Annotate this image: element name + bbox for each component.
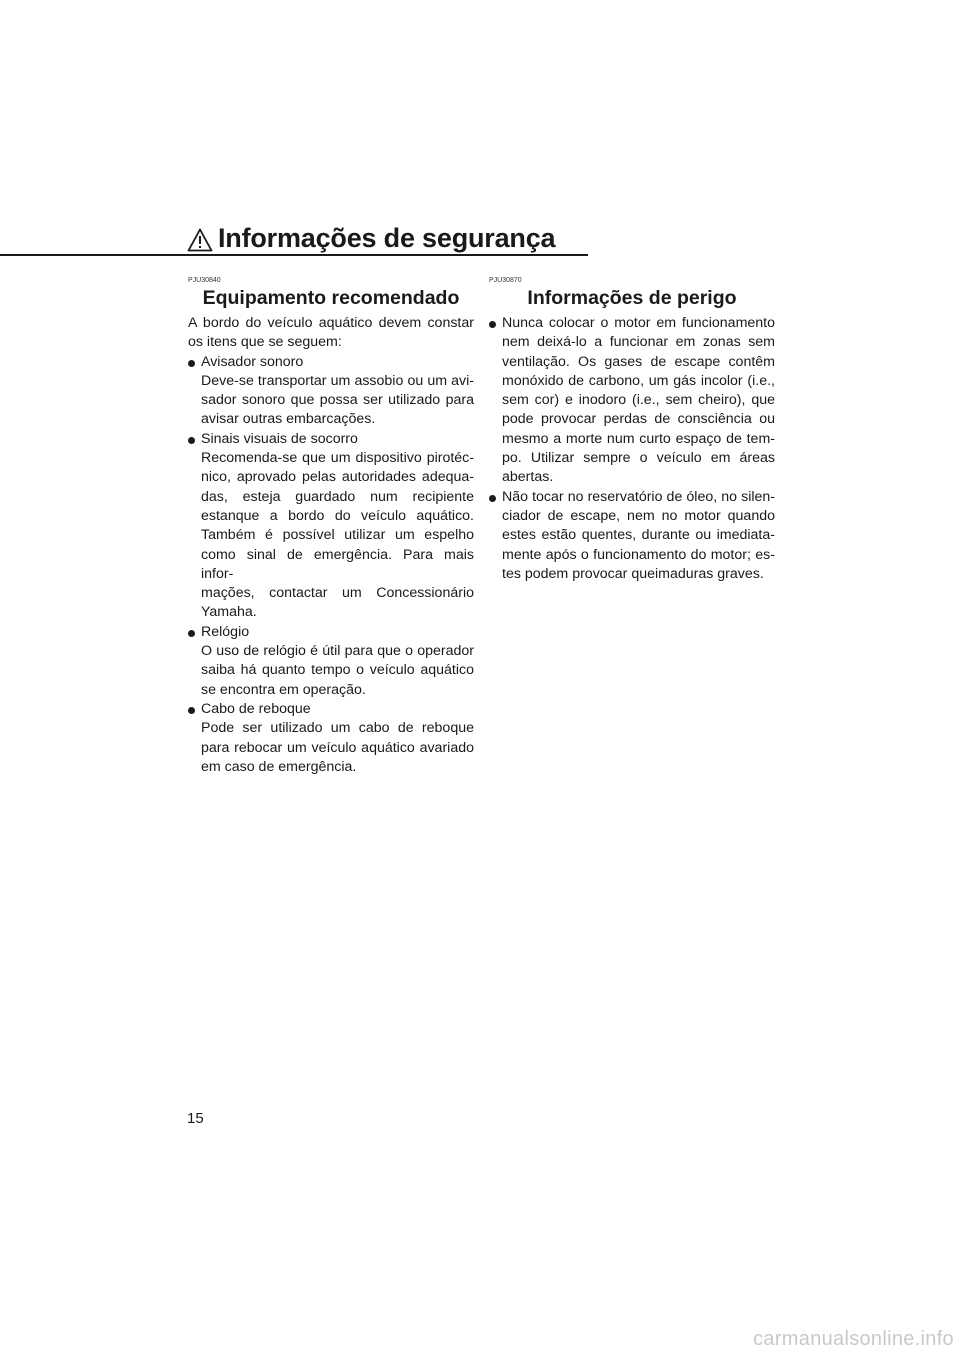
list-item	[489, 488, 775, 584]
section-recommended-equipment	[188, 276, 474, 777]
page-title: Informações de segurança	[218, 223, 556, 253]
bullet-icon	[489, 321, 496, 328]
list-item	[188, 700, 474, 777]
text-line: em caso de emergência.	[201, 758, 357, 775]
text-line: ventilação. Os gases de escape contêm	[502, 353, 775, 370]
text-line: monóxido de carbono, um gás incolor (i.e.,	[502, 372, 775, 389]
list-item	[188, 353, 474, 430]
text-line: abertas.	[502, 469, 554, 486]
text-line: saiba há quanto tempo o veículo aquático	[201, 662, 474, 679]
text-line: mente após o funcionamento do motor; es-	[502, 546, 775, 563]
text-line: estes estão quentes, durante ou imediata-	[502, 527, 775, 544]
text-line: Pode ser utilizado um cabo de reboque	[201, 720, 474, 737]
text-line: se encontra em operação.	[201, 681, 366, 698]
text-line: Nunca colocar o motor em funcionamento	[502, 315, 775, 331]
item-heading: Cabo de reboque	[201, 700, 311, 717]
bullet-icon	[188, 707, 195, 714]
item-heading: Sinais visuais de socorro	[201, 430, 358, 447]
text-line: O uso de relógio é útil para que o operador	[201, 643, 474, 660]
page-header	[186, 223, 774, 256]
bullet-icon	[489, 495, 496, 502]
text-line: po. Utilizar sempre o veículo em áreas	[502, 450, 775, 467]
item-heading: Avisador sonoro	[201, 353, 304, 370]
bullet-icon	[188, 437, 195, 444]
text-line: A bordo do veículo aquático devem constar	[188, 315, 474, 331]
bullet-icon	[188, 360, 195, 367]
bullet-icon	[188, 630, 195, 637]
text-line: Não tocar no reservatório de óleo, no silen-	[502, 488, 775, 505]
text-line: para rebocar um veículo aquático avariado	[201, 739, 474, 756]
text-line: Deve-se transportar um assobio ou um avi-	[201, 372, 474, 389]
section-code: PJU30870	[489, 277, 522, 284]
text-line: nico, aprovado pelas autoridades adequa-	[201, 469, 474, 486]
list-item	[188, 430, 474, 623]
text-line: estanque a bordo do veículo aquático.	[201, 507, 474, 524]
text-line: ciador de escape, nem no motor quando	[502, 507, 775, 524]
text-line: mações, contactar um Concessionário	[201, 585, 474, 602]
text-line: Recomenda-se que um dispositivo pirotéc-	[201, 450, 474, 467]
text-line: Também é possível utilizar um espelho	[201, 527, 474, 544]
header-divider	[0, 254, 588, 256]
text-line: tes podem provocar queimaduras graves.	[502, 565, 764, 582]
text-line: Yamaha.	[201, 604, 257, 621]
page-number: 15	[187, 1110, 204, 1127]
text-line: sem cor) e inodoro (i.e., sem cheiro), que	[502, 392, 775, 409]
section-title: Informações de perigo	[527, 287, 737, 309]
section-danger-information	[489, 276, 775, 584]
text-line: nem deixá-lo a funcionar em zonas sem	[502, 334, 775, 351]
text-line: mesmo a morte num curto espaço de tem-	[502, 430, 775, 447]
text-line: avisar outras embarcações.	[201, 411, 376, 428]
text-line: os itens que se seguem:	[188, 334, 342, 351]
intro-paragraph	[188, 314, 474, 353]
item-heading: Relógio	[201, 623, 250, 640]
text-line: como sinal de emergência. Para mais infor-	[201, 546, 474, 582]
list-item	[489, 314, 775, 488]
list-item	[188, 623, 474, 700]
section-title: Equipamento recomendado	[202, 287, 460, 309]
text-line: pode provocar perdas de consciência ou	[502, 411, 775, 428]
section-code: PJU30840	[188, 277, 221, 284]
warning-triangle-icon	[187, 228, 213, 252]
text-line: sador sonoro que possa ser utilizado para	[201, 392, 474, 409]
watermark: carmanualsonline.info	[753, 1328, 954, 1350]
text-line: das, esteja guardado num recipiente	[201, 488, 474, 505]
